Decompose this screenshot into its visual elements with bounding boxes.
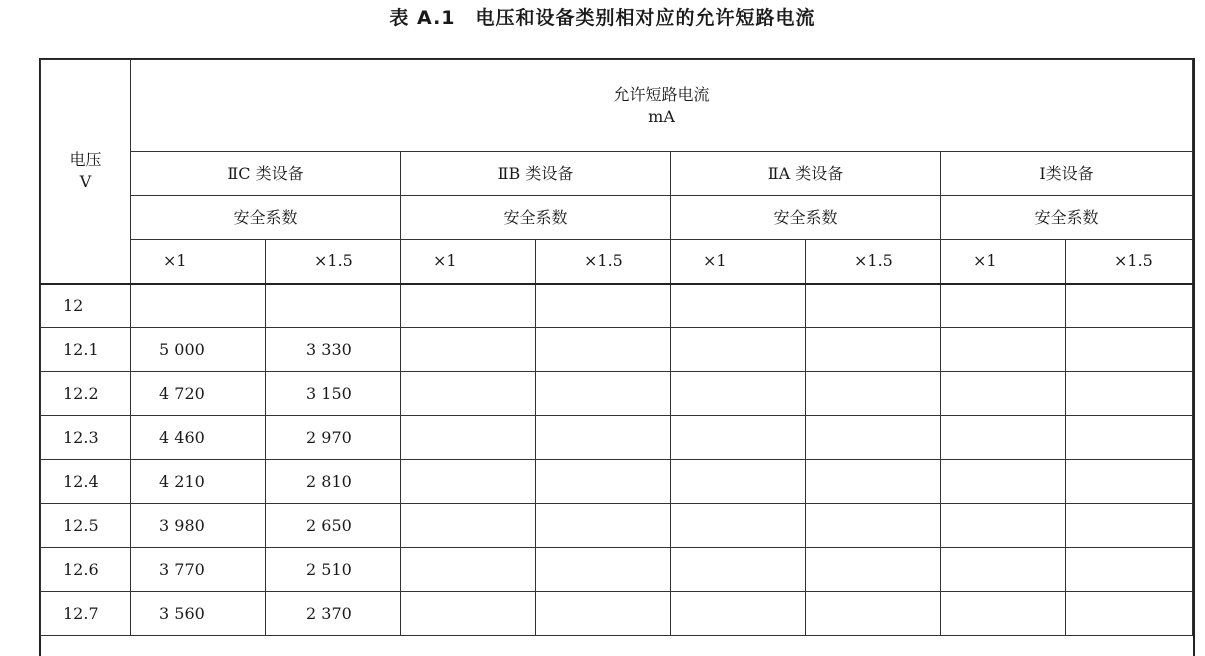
voltage-cell: 12.4 — [41, 460, 131, 504]
table-caption: 电压和设备类别相对应的允许短路电流 — [475, 7, 816, 29]
iic-x1-cell — [131, 284, 266, 328]
group-header-iia: ⅡA 类设备 — [671, 152, 941, 196]
empty-cell — [806, 460, 941, 504]
empty-cell — [536, 504, 671, 548]
iic-x1-cell: 4 460 — [131, 416, 266, 460]
factor-header-i: 安全系数 — [941, 196, 1193, 240]
empty-cell — [806, 416, 941, 460]
empty-cell — [536, 372, 671, 416]
iic-x1-cell: 5 000 — [131, 328, 266, 372]
empty-cell — [536, 592, 671, 636]
empty-cell — [941, 592, 1066, 636]
table-row — [41, 460, 1193, 504]
empty-cell — [401, 504, 536, 548]
empty-cell — [1066, 284, 1193, 328]
iic-x15-cell: 3 330 — [266, 328, 401, 372]
empty-cell — [671, 460, 806, 504]
group-header-iic: ⅡC 类设备 — [131, 152, 401, 196]
empty-cell — [1066, 548, 1193, 592]
empty-cell — [401, 416, 536, 460]
iic-x15-cell: 3 150 — [266, 372, 401, 416]
iic-x15-cell — [266, 284, 401, 328]
iic-x1-cell: 4 720 — [131, 372, 266, 416]
empty-cell — [401, 372, 536, 416]
empty-cell — [401, 592, 536, 636]
iic-x1-cell: 3 770 — [131, 548, 266, 592]
factor-x15-iic: ×1.5 — [266, 240, 401, 284]
group-header-i: Ⅰ类设备 — [941, 152, 1193, 196]
voltage-header — [41, 60, 131, 284]
empty-cell — [806, 504, 941, 548]
table-row — [41, 548, 1193, 592]
factor-header-iib: 安全系数 — [401, 196, 671, 240]
iic-x15-cell: 2 510 — [266, 548, 401, 592]
iic-x15-cell: 2 970 — [266, 416, 401, 460]
iic-x1-cell: 3 560 — [131, 592, 266, 636]
empty-cell — [941, 504, 1066, 548]
empty-cell — [806, 548, 941, 592]
current-unit: mA — [648, 106, 675, 126]
empty-cell — [941, 328, 1066, 372]
factor-header-iia: 安全系数 — [671, 196, 941, 240]
iic-x15-cell: 2 810 — [266, 460, 401, 504]
empty-cell — [536, 284, 671, 328]
factor-x15-iib: ×1.5 — [536, 240, 671, 284]
empty-cell — [671, 416, 806, 460]
empty-cell — [401, 548, 536, 592]
iic-x15-cell: 2 370 — [266, 592, 401, 636]
empty-cell — [671, 284, 806, 328]
short-circuit-current-table — [40, 59, 1193, 636]
voltage-cell: 12 — [41, 284, 131, 328]
empty-cell — [1066, 504, 1193, 548]
empty-cell — [941, 416, 1066, 460]
empty-cell — [536, 460, 671, 504]
empty-cell — [806, 592, 941, 636]
empty-cell — [671, 504, 806, 548]
empty-cell — [671, 592, 806, 636]
empty-cell — [671, 328, 806, 372]
empty-cell — [671, 372, 806, 416]
factor-x1-iib: ×1 — [401, 240, 536, 284]
voltage-cell: 12.6 — [41, 548, 131, 592]
table-number: 表 A.1 — [389, 7, 456, 29]
empty-cell — [401, 460, 536, 504]
factor-x1-i: ×1 — [941, 240, 1066, 284]
empty-cell — [806, 328, 941, 372]
current-label: 允许短路电流 — [613, 84, 710, 104]
voltage-cell: 12.2 — [41, 372, 131, 416]
empty-cell — [1066, 372, 1193, 416]
voltage-cell: 12.1 — [41, 328, 131, 372]
factor-header-iic: 安全系数 — [131, 196, 401, 240]
table-title — [0, 4, 1205, 32]
voltage-cell: 12.5 — [41, 504, 131, 548]
factor-x1-iia: ×1 — [671, 240, 806, 284]
table-row — [41, 504, 1193, 548]
empty-cell — [1066, 416, 1193, 460]
factor-x15-iia: ×1.5 — [806, 240, 941, 284]
voltage-cell: 12.7 — [41, 592, 131, 636]
iic-x15-cell: 2 650 — [266, 504, 401, 548]
empty-cell — [1066, 328, 1193, 372]
empty-cell — [1066, 460, 1193, 504]
factor-x15-i: ×1.5 — [1066, 240, 1193, 284]
voltage-cell: 12.3 — [41, 416, 131, 460]
empty-cell — [941, 460, 1066, 504]
empty-cell — [941, 548, 1066, 592]
empty-cell — [401, 328, 536, 372]
voltage-unit: V — [79, 172, 92, 192]
table-row — [41, 328, 1193, 372]
empty-cell — [536, 328, 671, 372]
empty-cell — [806, 284, 941, 328]
empty-cell — [671, 548, 806, 592]
empty-cell — [401, 284, 536, 328]
empty-cell — [941, 372, 1066, 416]
empty-cell — [806, 372, 941, 416]
current-header — [131, 60, 1193, 152]
group-header-iib: ⅡB 类设备 — [401, 152, 671, 196]
empty-cell — [536, 548, 671, 592]
table-row — [41, 284, 1193, 328]
table-row — [41, 372, 1193, 416]
iic-x1-cell: 4 210 — [131, 460, 266, 504]
factor-x1-iic: ×1 — [131, 240, 266, 284]
iic-x1-cell: 3 980 — [131, 504, 266, 548]
voltage-label: 电压 — [69, 150, 102, 170]
table-row — [41, 416, 1193, 460]
empty-cell — [1066, 592, 1193, 636]
table-row — [41, 592, 1193, 636]
empty-cell — [941, 284, 1066, 328]
empty-cell — [536, 416, 671, 460]
